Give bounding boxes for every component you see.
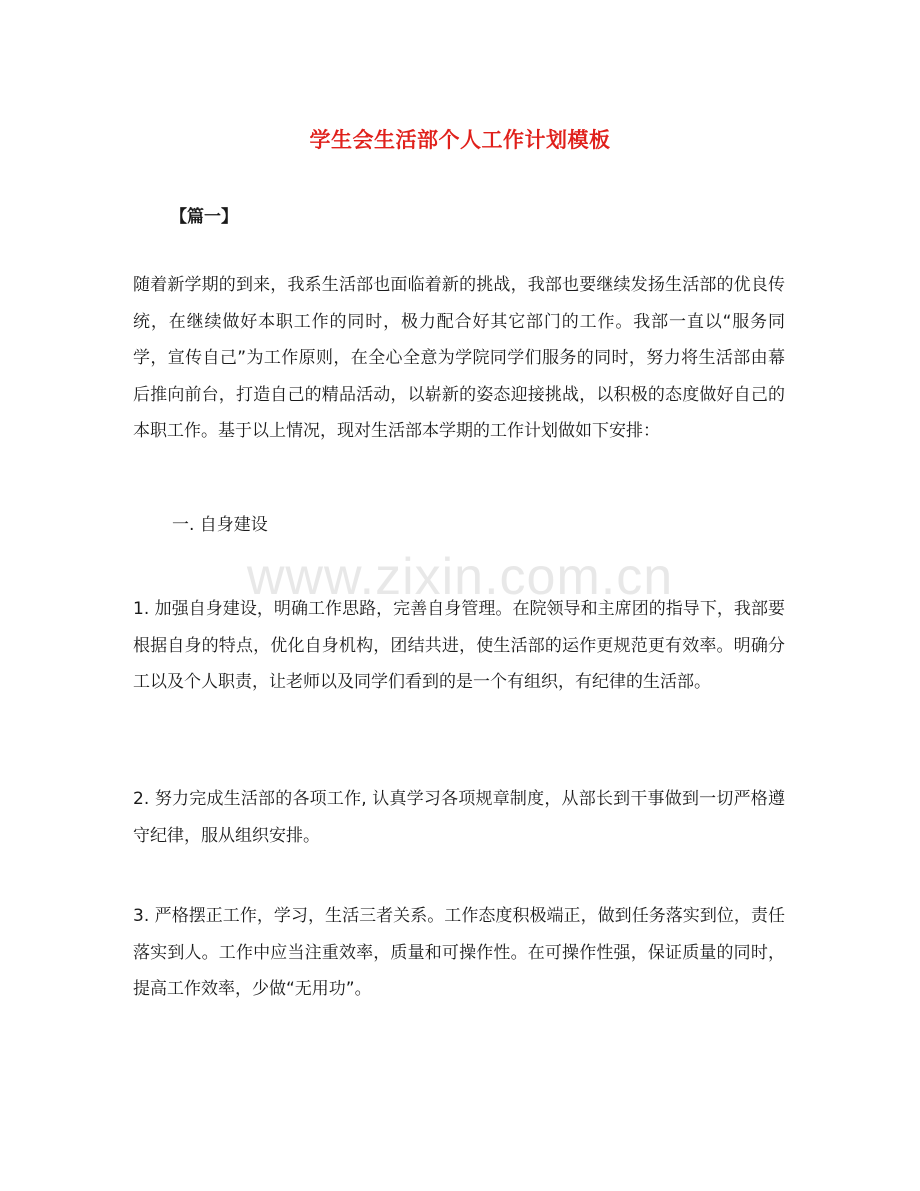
intro-paragraph: 随着新学期的到来，我系生活部也面临着新的挑战，我部也要继续发扬生活部的优良传统，在继续做好本职工作的同时，极力配合好其它部门的工作。我部一直以“服务同学，宣传自己”为工作原则，在全心全意为学院同学们服务的同时，努力将生活部由幕后推向前台，打造自己的精品活动，以崭新的姿态迎接挑战，以积极的态度做好自己的本职工作。基于以上情况，现对生活部本学期的工作计划做如下安排： <box>133 275 785 441</box>
list-item: 1. 加强自身建设，明确工作思路，完善自身管理。在院领导和主席团的指导下，我部要根据自身的特点，优化自身机构，团结共进，使生活部的运作更规范更有效率。明确分工以及个人职责，让老师以及同学们看到的是一个有组织，有纪律的生活部。 <box>133 599 785 692</box>
section-label: 【篇一】 <box>170 207 238 227</box>
document-title: 学生会生活部个人工作计划模板 <box>309 128 611 152</box>
list-item: 3. 严格摆正工作，学习，生活三者关系。工作态度积极端正，做到任务落实到位，责任落实到人。工作中应当注重效率，质量和可操作性。在可操作性强，保证质量的同时，提高工作效率，少做“无用功”。 <box>133 906 785 999</box>
watermark: www.zixin.com.cn <box>246 548 674 606</box>
list-item: 2. 努力完成生活部的各项工作, 认真学习各项规章制度，从部长到干事做到一切严格遵守纪律，服从组织安排。 <box>133 789 785 846</box>
sub-heading: 一. 自身建设 <box>172 515 268 535</box>
